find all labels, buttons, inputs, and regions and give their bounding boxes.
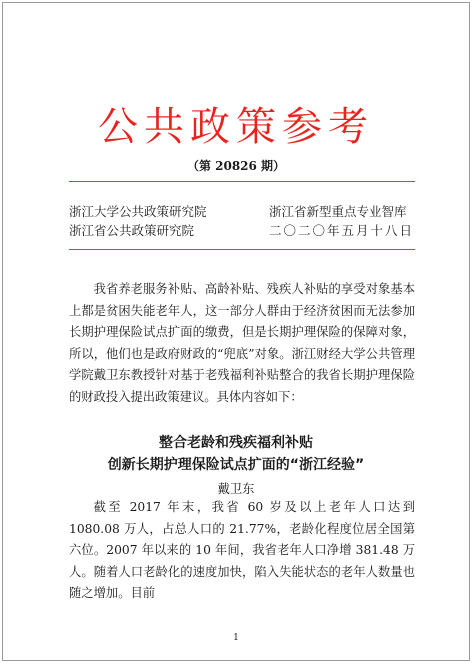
publish-date: 二〇二〇年五月十八日 — [269, 223, 415, 238]
publisher-block-left — [69, 202, 207, 240]
article-body — [69, 497, 415, 605]
red-divider-top — [69, 181, 415, 182]
intro-section — [69, 279, 415, 409]
document-title: 公共政策参考 — [98, 104, 374, 150]
document-page — [2, 2, 470, 661]
page-number: 1 — [233, 633, 239, 643]
publisher-name-1: 浙江大学公共政策研究院 — [69, 204, 207, 219]
think-tank-name: 浙江省新型重点专业智库 — [269, 204, 407, 219]
publisher-name-2: 浙江省公共政策研究院 — [69, 223, 195, 238]
article-title-line-2: 创新长期护理保险试点扩面的“浙江经验” — [107, 457, 365, 473]
article-author: 戴卫东 — [217, 482, 255, 496]
article-title-line-1: 整合老龄和残疾福利补贴 — [159, 435, 313, 451]
article-paragraph: 截至 2017 年末，我省 60 岁及以上老年人口达到 1080.08 万人，占总人口的 21.77%，老龄化程度位居全国第六位。2007 年以来的 10 年间，我省老年人口净增 381.48 万人。随着人口老龄化的速度加快，陷入失能状态的老年人数量也随之增加。目前 — [69, 500, 415, 601]
publisher-block-right — [269, 202, 414, 240]
issue-number: （第 20826 期） — [186, 159, 286, 173]
red-divider-bottom — [69, 249, 415, 250]
intro-paragraph: 我省养老服务补贴、高龄补贴、残疾人补贴的享受对象基本上都是贫困失能老年人，这一部分人群由于经济贫困而无法参加长期护理保险试点扩面的缴费，但是长期护理保险的保障对象，所以，他们也是政府财政的“兜底”对象。浙江财经大学公共管理学院戴卫东教授针对基于老残福利补贴整合的我省长期护理保险的财政投入提出政策建议。具体内容如下： — [69, 282, 415, 404]
